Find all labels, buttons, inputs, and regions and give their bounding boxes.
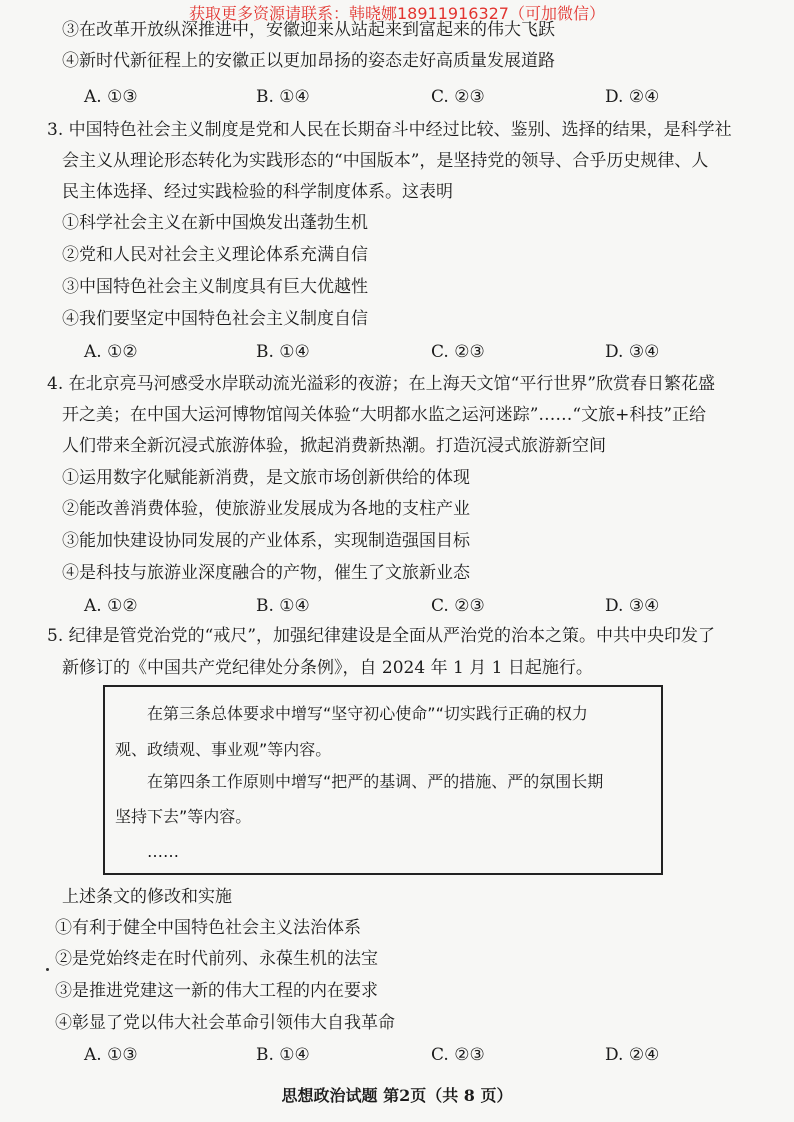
- q2-option-c: C. ②③: [431, 87, 485, 107]
- q2-option-d: D. ②④: [605, 87, 660, 107]
- q4-stem-line-1: 4. 在北京亮马河感受水岸联动流光溢彩的夜游；在上海天文馆“平行世界”欣赏春日繁花盛: [47, 374, 716, 394]
- q4-item-3: ③能加快建设协同发展的产业体系，实现制造强国目标: [62, 531, 470, 551]
- q4-item-1: ①运用数字化赋能新消费，是文旅市场创新供给的体现: [62, 468, 470, 488]
- q2-option-a: A. ①③: [84, 87, 138, 107]
- contact-banner: 获取更多资源请联系：韩晓娜18911916327（可加微信）: [189, 4, 605, 23]
- q4-option-a: A. ①②: [84, 596, 138, 616]
- excerpt-line-1: 在第三条总体要求中增写“坚守初心使命”“切实践行正确的权力: [147, 704, 588, 723]
- q5-item-2: ②是党始终走在时代前列、永葆生机的法宝: [55, 949, 378, 969]
- scan-speck: [46, 968, 49, 971]
- q5-option-b: B. ①④: [256, 1045, 310, 1065]
- q5-option-a: A. ①③: [84, 1045, 138, 1065]
- q5-item-1: ①有利于健全中国特色社会主义法治体系: [55, 918, 361, 938]
- q4-option-d: D. ③④: [605, 596, 660, 616]
- q4-option-b: B. ①④: [256, 596, 310, 616]
- q3-item-2: ②党和人民对社会主义理论体系充满自信: [62, 245, 368, 265]
- q5-option-d: D. ②④: [605, 1045, 660, 1065]
- excerpt-line-2: 观、政绩观、事业观”等内容。: [115, 740, 332, 759]
- q4-stem-line-3: 人们带来全新沉浸式旅游体验，掀起消费新热潮。打造沉浸式旅游新空间: [62, 436, 606, 456]
- q3-option-a: A. ①②: [84, 342, 138, 362]
- q4-stem-line-2: 开之美；在中国大运河博物馆闯关体验“大明都水监之运河迷踪”……“文旅+科技”正给: [62, 405, 707, 425]
- q3-item-3: ③中国特色社会主义制度具有巨大优越性: [62, 277, 368, 297]
- q5-item-3: ③是推进党建这一新的伟大工程的内在要求: [55, 981, 378, 1001]
- q3-item-1: ①科学社会主义在新中国焕发出蓬勃生机: [62, 213, 368, 233]
- page-footer: 思想政治试题 第2页（共 8 页）: [281, 1086, 513, 1105]
- q3-stem-line-1: 3. 中国特色社会主义制度是党和人民在长期奋斗中经过比较、鉴别、选择的结果，是科学社: [47, 120, 732, 140]
- excerpt-line-4: 坚持下去”等内容。: [115, 807, 252, 826]
- q5-stem-line-1: 5. 纪律是管党治党的“戒尺”，加强纪律建设是全面从严治党的治本之策。中共中央印发了: [47, 626, 716, 646]
- q3-item-4: ④我们要坚定中国特色社会主义制度自信: [62, 309, 368, 329]
- q3-option-b: B. ①④: [256, 342, 310, 362]
- q5-item-4: ④彰显了党以伟大社会革命引领伟大自我革命: [55, 1013, 395, 1033]
- q4-option-c: C. ②③: [431, 596, 485, 616]
- excerpt-ellipsis: ……: [147, 842, 179, 861]
- q3-stem-line-2: 会主义从理论形态转化为实践形态的“中国版本”，是坚持党的领导、合乎历史规律、人: [62, 151, 709, 171]
- q2-item-3: ③在改革开放纵深推进中，安徽迎来从站起来到富起来的伟大飞跃: [62, 20, 555, 40]
- excerpt-line-3: 在第四条工作原则中增写“把严的基调、严的措施、严的氛围长期: [147, 772, 604, 791]
- q5-question-stem: 上述条文的修改和实施: [62, 887, 232, 907]
- q5-stem-line-2: 新修订的《中国共产党纪律处分条例》，自 2024 年 1 月 1 日起施行。: [62, 658, 593, 678]
- q4-item-4: ④是科技与旅游业深度融合的产物，催生了文旅新业态: [62, 563, 470, 583]
- q3-option-c: C. ②③: [431, 342, 485, 362]
- q2-item-4: ④新时代新征程上的安徽正以更加昂扬的姿态走好高质量发展道路: [62, 51, 555, 71]
- regulation-excerpt-box: [103, 685, 663, 875]
- q3-option-d: D. ③④: [605, 342, 660, 362]
- q5-option-c: C. ②③: [431, 1045, 485, 1065]
- q2-option-b: B. ①④: [256, 87, 310, 107]
- q3-stem-line-3: 民主体选择、经过实践检验的科学制度体系。这表明: [62, 182, 453, 202]
- q4-item-2: ②能改善消费体验，使旅游业发展成为各地的支柱产业: [62, 499, 470, 519]
